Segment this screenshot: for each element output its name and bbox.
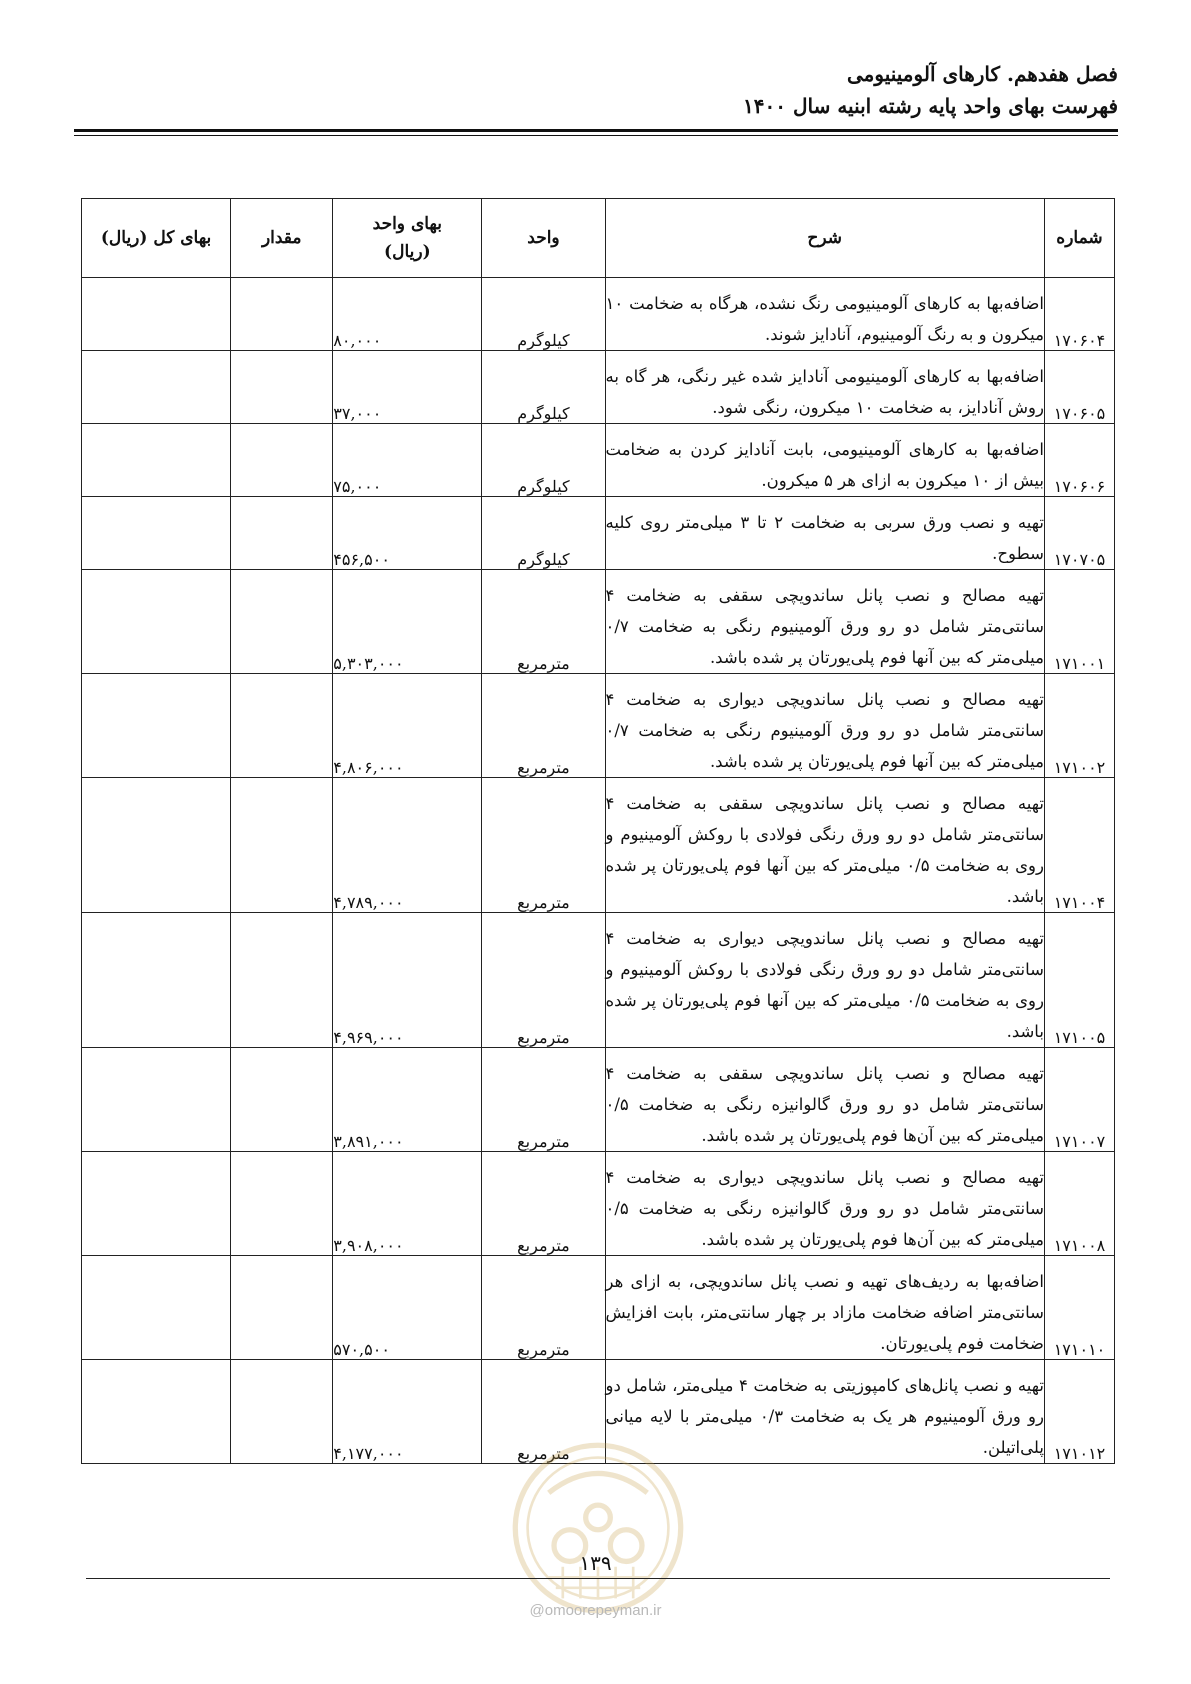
item-unit: مترمربع [482,1152,605,1256]
item-code: ۱۷۱۰۰۴ [1044,778,1114,913]
item-code: ۱۷۰۶۰۴ [1044,278,1114,351]
column-header-description: شرح [605,199,1044,278]
chapter-title: فصل هفدهم. کارهای آلومینیومی [846,62,1118,86]
item-code: ۱۷۱۰۰۵ [1044,913,1114,1048]
item-total-price [82,913,231,1048]
item-description: اضافه‌بها به کارهای آلومینیومی آنادایز شده غیر رنگی، هر گاه به روش آنادایز، به ضخامت ۱۰ میکرون، رنگی شود. [605,351,1044,424]
item-code: ۱۷۱۰۰۷ [1044,1048,1114,1152]
item-total-price [82,1048,231,1152]
item-unit: مترمربع [482,1048,605,1152]
table-header-row [82,199,1115,278]
footer-website: @omoorepeyman.ir [529,1602,662,1619]
item-description: تهیه و نصب پانل‌های کامپوزیتی به ضخامت ۴ میلی‌متر، شامل دو رو ورق آلومینیوم هر یک به ضخامت ۰/۳ میلی‌متر با لایه میانی پلی‌اتیلن. [605,1360,1044,1464]
item-total-price [82,351,231,424]
table-row [82,351,1115,424]
item-total-price [82,424,231,497]
item-quantity [231,424,333,497]
item-description: اضافه‌بها به کارهای آلومینیومی رنگ نشده، هرگاه به ضخامت ۱۰ میکرون و به رنگ آلومینیوم، آنادایز شوند. [605,278,1044,351]
item-total-price [82,497,231,570]
item-description: اضافه‌بها به کارهای آلومینیومی، بابت آنادایز کردن به ضخامت بیش از ۱۰ میکرون به ازای هر ۵ میکرون. [605,424,1044,497]
table-row [82,1048,1115,1152]
page-header [74,58,1118,122]
item-total-price [82,1256,231,1360]
item-code: ۱۷۰۷۰۵ [1044,497,1114,570]
item-code: ۱۷۱۰۱۲ [1044,1360,1114,1464]
item-code: ۱۷۱۰۰۸ [1044,1152,1114,1256]
item-unit-price: ۴۵۶,۵۰۰ [333,497,482,570]
item-unit-price: ۴,۱۷۷,۰۰۰ [333,1360,482,1464]
item-code: ۱۷۱۰۰۱ [1044,570,1114,674]
item-unit: مترمربع [482,570,605,674]
item-unit: کیلوگرم [482,278,605,351]
item-unit: مترمربع [482,1360,605,1464]
item-quantity [231,1152,333,1256]
item-total-price [82,278,231,351]
table-row [82,424,1115,497]
item-quantity [231,913,333,1048]
table-row [82,497,1115,570]
item-code: ۱۷۰۶۰۶ [1044,424,1114,497]
table-row [82,1152,1115,1256]
table-row [82,570,1115,674]
column-header-unit: واحد [482,199,605,278]
item-unit-price: ۵,۳۰۳,۰۰۰ [333,570,482,674]
item-code: ۱۷۱۰۰۲ [1044,674,1114,778]
column-header-unit-price [333,199,482,278]
item-unit: کیلوگرم [482,497,605,570]
item-unit-price: ۷۵,۰۰۰ [333,424,482,497]
item-total-price [82,1360,231,1464]
item-description: تهیه مصالح و نصب پانل ساندویچی سقفی به ضخامت ۴ سانتی‌متر شامل دو رو ورق رنگی فولادی با روکش آلومینیوم و روی به ضخامت ۰/۵ میلی‌متر که بین آنها فوم پلی‌یورتان پر شده باشد. [605,778,1044,913]
item-unit-price: ۴,۷۸۹,۰۰۰ [333,778,482,913]
item-quantity [231,1256,333,1360]
item-description: تهیه مصالح و نصب پانل ساندویچی سقفی به ضخامت ۴ سانتی‌متر شامل دو رو ورق آلومینیوم رنگی به ضخامت ۰/۷ میلی‌متر که بین آنها فوم پلی‌یورتان پر شده باشد. [605,570,1044,674]
item-description: تهیه و نصب ورق سربی به ضخامت ۲ تا ۳ میلی‌متر روی کلیه سطوح. [605,497,1044,570]
page-number: ۱۳۹ [579,1551,612,1575]
item-total-price [82,1152,231,1256]
column-header-total-price: بهای کل (ریال) [82,199,231,278]
item-quantity [231,497,333,570]
item-unit-price: ۸۰,۰۰۰ [333,278,482,351]
table-row [82,1256,1115,1360]
item-unit: مترمربع [482,674,605,778]
table-row [82,674,1115,778]
item-unit: کیلوگرم [482,424,605,497]
item-unit-price: ۳۷,۰۰۰ [333,351,482,424]
header-divider-thick [74,129,1118,132]
item-code: ۱۷۱۰۱۰ [1044,1256,1114,1360]
item-unit: مترمربع [482,913,605,1048]
item-description: تهیه مصالح و نصب پانل ساندویچی دیواری به ضخامت ۴ سانتی‌متر شامل دو رو ورق آلومینیوم رنگی به ضخامت ۰/۷ میلی‌متر که بین آنها فوم پلی‌یورتان پر شده باشد. [605,674,1044,778]
table-row [82,778,1115,913]
item-code: ۱۷۰۶۰۵ [1044,351,1114,424]
column-header-number: شماره [1044,199,1114,278]
item-quantity [231,1048,333,1152]
item-quantity [231,1360,333,1464]
item-unit: مترمربع [482,778,605,913]
header-divider-thin [74,135,1118,136]
item-quantity [231,278,333,351]
price-list-title: فهرست بهای واحد پایه رشته ابنیه سال ۱۴۰۰ [743,94,1118,118]
price-table [81,198,1115,1464]
item-description: تهیه مصالح و نصب پانل ساندویچی سقفی به ضخامت ۴ سانتی‌متر شامل دو رو ورق گالوانیزه رنگی به ضخامت ۰/۵ میلی‌متر که بین آن‌ها فوم پلی‌یورتان پر شده باشد. [605,1048,1044,1152]
table-row [82,278,1115,351]
item-total-price [82,674,231,778]
unit-price-header-label: بهای واحد [372,214,442,234]
item-quantity [231,674,333,778]
item-unit: کیلوگرم [482,351,605,424]
item-quantity [231,351,333,424]
item-description: تهیه مصالح و نصب پانل ساندویچی دیواری به ضخامت ۴ سانتی‌متر شامل دو رو ورق رنگی فولادی با روکش آلومینیوم و روی به ضخامت ۰/۵ میلی‌متر که بین آنها فوم پلی‌یورتان پر شده باشد. [605,913,1044,1048]
footer-divider [86,1578,1110,1579]
item-quantity [231,778,333,913]
item-unit-price: ۴,۸۰۶,۰۰۰ [333,674,482,778]
table-row [82,913,1115,1048]
publisher-seal-watermark-icon [510,1440,686,1616]
item-total-price [82,778,231,913]
column-header-quantity: مقدار [231,199,333,278]
item-unit: مترمربع [482,1256,605,1360]
item-quantity [231,570,333,674]
item-unit-price: ۵۷۰,۵۰۰ [333,1256,482,1360]
unit-price-header-currency: (ریال) [384,242,431,262]
item-unit-price: ۴,۹۶۹,۰۰۰ [333,913,482,1048]
item-description: اضافه‌بها به ردیف‌های تهیه و نصب پانل ساندویچی، به ازای هر سانتی‌متر اضافه ضخامت مازاد بر چهار سانتی‌متر، بابت افزایش ضخامت فوم پلی‌یورتان. [605,1256,1044,1360]
item-unit-price: ۳,۸۹۱,۰۰۰ [333,1048,482,1152]
item-description: تهیه مصالح و نصب پانل ساندویچی دیواری به ضخامت ۴ سانتی‌متر شامل دو رو ورق گالوانیزه رنگی به ضخامت ۰/۵ میلی‌متر که بین آن‌ها فوم پلی‌یورتان پر شده باشد. [605,1152,1044,1256]
item-unit-price: ۳,۹۰۸,۰۰۰ [333,1152,482,1256]
item-total-price [82,570,231,674]
